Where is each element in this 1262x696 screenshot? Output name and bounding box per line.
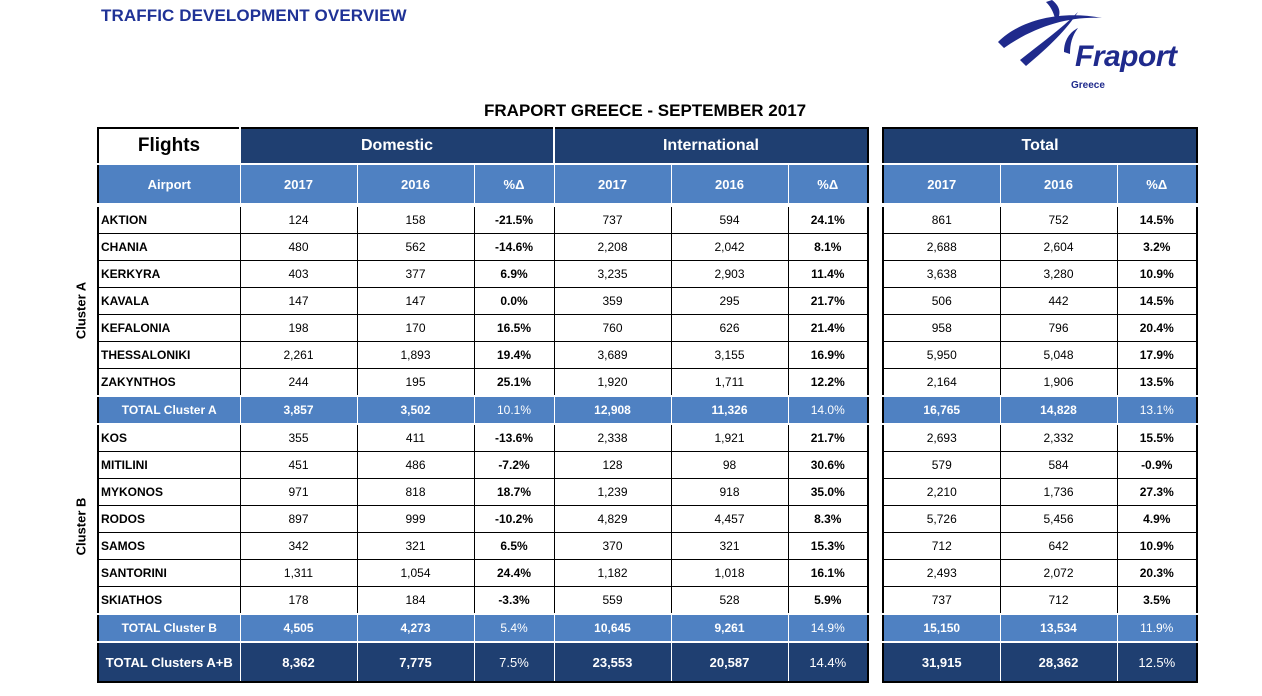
value-cell-dp: 19.4%: [474, 342, 554, 369]
value-cell-ip: 5.9%: [788, 587, 868, 615]
table-row: [98, 234, 868, 261]
value-cell-d16: 1,054: [357, 560, 474, 587]
international-pct-header: %Δ: [788, 164, 868, 205]
flights-table-main: [97, 127, 869, 683]
value-cell-d16: 411: [357, 424, 474, 452]
logo-wordmark: Fraport: [1075, 40, 1177, 73]
value-cell-d17: 403: [240, 261, 357, 288]
airport-cell: TOTAL Cluster A: [98, 396, 240, 424]
cluster-a-label: Cluster A: [73, 281, 89, 340]
value-cell-d17: 124: [240, 205, 357, 234]
value-cell-t16: 13,534: [1000, 614, 1117, 642]
domestic-2017-header: 2017: [240, 164, 357, 205]
grand-total-row-total: [883, 642, 1197, 682]
value-cell-i16: 9,261: [671, 614, 788, 642]
value-cell-t16: 1,736: [1000, 479, 1117, 506]
value-cell-t16: 2,332: [1000, 424, 1117, 452]
value-cell-i16: 918: [671, 479, 788, 506]
value-cell-d16: 377: [357, 261, 474, 288]
value-cell-ip: 14.9%: [788, 614, 868, 642]
value-cell-d17: 3,857: [240, 396, 357, 424]
value-cell-t16: 1,906: [1000, 369, 1117, 397]
value-cell-t17: 5,950: [883, 342, 1000, 369]
table-row: [98, 288, 868, 315]
value-cell-i16: 321: [671, 533, 788, 560]
table-row-total: [883, 315, 1197, 342]
airport-cell: KERKYRA: [98, 261, 240, 288]
value-cell-t17: 31,915: [883, 642, 1000, 682]
airport-column-header: Airport: [98, 164, 240, 205]
table-row-total: [883, 479, 1197, 506]
value-cell-i17: 3,235: [554, 261, 671, 288]
value-cell-tp: 17.9%: [1117, 342, 1197, 369]
value-cell-t17: 579: [883, 452, 1000, 479]
value-cell-tp: 13.5%: [1117, 369, 1197, 397]
cluster-b-label: Cluster B: [73, 497, 89, 556]
value-cell-dp: -14.6%: [474, 234, 554, 261]
value-cell-d17: 480: [240, 234, 357, 261]
value-cell-t17: 2,493: [883, 560, 1000, 587]
value-cell-tp: 15.5%: [1117, 424, 1197, 452]
value-cell-i16: 20,587: [671, 642, 788, 682]
flights-label: Flights: [98, 128, 240, 164]
value-cell-i17: 2,208: [554, 234, 671, 261]
total-pct-header: %Δ: [1117, 164, 1197, 205]
airport-cell: SKIATHOS: [98, 587, 240, 615]
value-cell-i16: 4,457: [671, 506, 788, 533]
value-cell-d17: 198: [240, 315, 357, 342]
value-cell-t16: 28,362: [1000, 642, 1117, 682]
domestic-2016-header: 2016: [357, 164, 474, 205]
value-cell-i17: 10,645: [554, 614, 671, 642]
value-cell-dp: 6.5%: [474, 533, 554, 560]
value-cell-d16: 486: [357, 452, 474, 479]
total-header: Total: [883, 128, 1197, 164]
value-cell-dp: 18.7%: [474, 479, 554, 506]
value-cell-d16: 321: [357, 533, 474, 560]
value-cell-dp: 5.4%: [474, 614, 554, 642]
value-cell-i17: 1,239: [554, 479, 671, 506]
value-cell-ip: 16.1%: [788, 560, 868, 587]
value-cell-i16: 594: [671, 205, 788, 234]
value-cell-d16: 1,893: [357, 342, 474, 369]
table-row: [98, 506, 868, 533]
value-cell-d16: 562: [357, 234, 474, 261]
value-cell-d16: 4,273: [357, 614, 474, 642]
value-cell-dp: 10.1%: [474, 396, 554, 424]
airport-cell: CHANIA: [98, 234, 240, 261]
airport-cell: KEFALONIA: [98, 315, 240, 342]
value-cell-t17: 2,693: [883, 424, 1000, 452]
subtotal-row-cluster-a-total: [883, 396, 1197, 424]
table-row-total: [883, 452, 1197, 479]
table-row: [98, 560, 868, 587]
table-row-total: [883, 288, 1197, 315]
subtotal-row-cluster-a: [98, 396, 868, 424]
airport-cell: SAMOS: [98, 533, 240, 560]
domestic-pct-header: %Δ: [474, 164, 554, 205]
value-cell-i17: 760: [554, 315, 671, 342]
value-cell-ip: 14.0%: [788, 396, 868, 424]
value-cell-i17: 3,689: [554, 342, 671, 369]
value-cell-i16: 3,155: [671, 342, 788, 369]
value-cell-d16: 195: [357, 369, 474, 397]
value-cell-d16: 158: [357, 205, 474, 234]
international-header: International: [554, 128, 868, 164]
value-cell-d16: 170: [357, 315, 474, 342]
value-cell-t17: 15,150: [883, 614, 1000, 642]
table-row: [98, 424, 868, 452]
value-cell-i16: 1,018: [671, 560, 788, 587]
value-cell-t16: 5,048: [1000, 342, 1117, 369]
value-cell-i16: 2,042: [671, 234, 788, 261]
table-row-total: [883, 506, 1197, 533]
value-cell-tp: 14.5%: [1117, 205, 1197, 234]
value-cell-t17: 2,210: [883, 479, 1000, 506]
value-cell-tp: 10.9%: [1117, 261, 1197, 288]
table-row-total: [883, 205, 1197, 234]
airport-cell: THESSALONIKI: [98, 342, 240, 369]
airport-cell: RODOS: [98, 506, 240, 533]
value-cell-i16: 1,711: [671, 369, 788, 397]
value-cell-ip: 30.6%: [788, 452, 868, 479]
value-cell-tp: -0.9%: [1117, 452, 1197, 479]
value-cell-i17: 23,553: [554, 642, 671, 682]
value-cell-t16: 796: [1000, 315, 1117, 342]
value-cell-dp: 25.1%: [474, 369, 554, 397]
table-row-total: [883, 234, 1197, 261]
subtotal-row-cluster-b: [98, 614, 868, 642]
value-cell-i17: 4,829: [554, 506, 671, 533]
value-cell-t16: 14,828: [1000, 396, 1117, 424]
value-cell-dp: -3.3%: [474, 587, 554, 615]
table-row: [98, 533, 868, 560]
international-2016-header: 2016: [671, 164, 788, 205]
value-cell-i17: 737: [554, 205, 671, 234]
value-cell-i16: 626: [671, 315, 788, 342]
table-row: [98, 342, 868, 369]
value-cell-t17: 958: [883, 315, 1000, 342]
value-cell-i17: 1,182: [554, 560, 671, 587]
subtotal-row-cluster-b-total: [883, 614, 1197, 642]
value-cell-ip: 35.0%: [788, 479, 868, 506]
value-cell-t17: 861: [883, 205, 1000, 234]
value-cell-d16: 184: [357, 587, 474, 615]
table-row: [98, 261, 868, 288]
value-cell-i17: 128: [554, 452, 671, 479]
value-cell-d17: 8,362: [240, 642, 357, 682]
table-row-total: [883, 342, 1197, 369]
value-cell-t17: 3,638: [883, 261, 1000, 288]
total-2017-header: 2017: [883, 164, 1000, 205]
value-cell-t17: 5,726: [883, 506, 1000, 533]
value-cell-t16: 2,072: [1000, 560, 1117, 587]
value-cell-tp: 10.9%: [1117, 533, 1197, 560]
table-row: [98, 452, 868, 479]
airport-cell: SANTORINI: [98, 560, 240, 587]
value-cell-ip: 14.4%: [788, 642, 868, 682]
value-cell-tp: 3.2%: [1117, 234, 1197, 261]
flights-table-total: [882, 127, 1198, 683]
table-row-total: [883, 261, 1197, 288]
airport-cell: TOTAL Clusters A+B: [98, 642, 240, 682]
table-row-total: [883, 587, 1197, 615]
value-cell-d17: 2,261: [240, 342, 357, 369]
value-cell-ip: 8.1%: [788, 234, 868, 261]
value-cell-i16: 1,921: [671, 424, 788, 452]
value-cell-t17: 737: [883, 587, 1000, 615]
value-cell-t17: 16,765: [883, 396, 1000, 424]
value-cell-i16: 98: [671, 452, 788, 479]
table-row: [98, 315, 868, 342]
airport-cell: MITILINI: [98, 452, 240, 479]
value-cell-i17: 12,908: [554, 396, 671, 424]
value-cell-tp: 20.4%: [1117, 315, 1197, 342]
value-cell-t16: 712: [1000, 587, 1117, 615]
value-cell-tp: 13.1%: [1117, 396, 1197, 424]
value-cell-i16: 528: [671, 587, 788, 615]
international-2017-header: 2017: [554, 164, 671, 205]
report-title: FRAPORT GREECE - SEPTEMBER 2017: [484, 101, 807, 120]
value-cell-t17: 712: [883, 533, 1000, 560]
value-cell-d17: 971: [240, 479, 357, 506]
value-cell-t16: 752: [1000, 205, 1117, 234]
value-cell-d16: 3,502: [357, 396, 474, 424]
value-cell-i17: 2,338: [554, 424, 671, 452]
value-cell-tp: 12.5%: [1117, 642, 1197, 682]
value-cell-i16: 295: [671, 288, 788, 315]
value-cell-d17: 355: [240, 424, 357, 452]
value-cell-dp: 0.0%: [474, 288, 554, 315]
value-cell-ip: 24.1%: [788, 205, 868, 234]
value-cell-d17: 147: [240, 288, 357, 315]
table-row: [98, 587, 868, 615]
grand-total-row: [98, 642, 868, 682]
table-row: [98, 205, 868, 234]
value-cell-t16: 584: [1000, 452, 1117, 479]
value-cell-t17: 2,688: [883, 234, 1000, 261]
value-cell-i16: 2,903: [671, 261, 788, 288]
value-cell-ip: 8.3%: [788, 506, 868, 533]
value-cell-ip: 12.2%: [788, 369, 868, 397]
table-row: [98, 479, 868, 506]
value-cell-dp: 24.4%: [474, 560, 554, 587]
value-cell-d17: 1,311: [240, 560, 357, 587]
value-cell-i16: 11,326: [671, 396, 788, 424]
value-cell-d17: 342: [240, 533, 357, 560]
value-cell-t16: 442: [1000, 288, 1117, 315]
value-cell-i17: 370: [554, 533, 671, 560]
value-cell-dp: 16.5%: [474, 315, 554, 342]
airport-cell: TOTAL Cluster B: [98, 614, 240, 642]
value-cell-ip: 16.9%: [788, 342, 868, 369]
table-row-total: [883, 560, 1197, 587]
value-cell-dp: 7.5%: [474, 642, 554, 682]
value-cell-tp: 27.3%: [1117, 479, 1197, 506]
value-cell-d17: 4,505: [240, 614, 357, 642]
value-cell-d17: 897: [240, 506, 357, 533]
value-cell-d16: 7,775: [357, 642, 474, 682]
value-cell-t17: 2,164: [883, 369, 1000, 397]
value-cell-ip: 11.4%: [788, 261, 868, 288]
value-cell-ip: 15.3%: [788, 533, 868, 560]
value-cell-t16: 3,280: [1000, 261, 1117, 288]
value-cell-d17: 451: [240, 452, 357, 479]
table-row-total: [883, 424, 1197, 452]
airport-cell: KAVALA: [98, 288, 240, 315]
page-title: TRAFFIC DEVELOPMENT OVERVIEW: [101, 6, 407, 25]
airport-cell: AKTION: [98, 205, 240, 234]
value-cell-i17: 359: [554, 288, 671, 315]
value-cell-ip: 21.7%: [788, 424, 868, 452]
value-cell-dp: 6.9%: [474, 261, 554, 288]
value-cell-tp: 14.5%: [1117, 288, 1197, 315]
value-cell-t16: 2,604: [1000, 234, 1117, 261]
value-cell-tp: 4.9%: [1117, 506, 1197, 533]
value-cell-tp: 3.5%: [1117, 587, 1197, 615]
airport-cell: ZAKYNTHOS: [98, 369, 240, 397]
logo-subtitle: Greece: [1071, 80, 1105, 91]
value-cell-tp: 20.3%: [1117, 560, 1197, 587]
domestic-header: Domestic: [240, 128, 554, 164]
value-cell-i17: 559: [554, 587, 671, 615]
value-cell-d16: 147: [357, 288, 474, 315]
airport-cell: KOS: [98, 424, 240, 452]
table-row: [98, 369, 868, 397]
value-cell-dp: -21.5%: [474, 205, 554, 234]
table-row-total: [883, 533, 1197, 560]
value-cell-ip: 21.4%: [788, 315, 868, 342]
value-cell-dp: -13.6%: [474, 424, 554, 452]
total-2016-header: 2016: [1000, 164, 1117, 205]
value-cell-d16: 818: [357, 479, 474, 506]
table-row-total: [883, 369, 1197, 397]
airport-cell: MYKONOS: [98, 479, 240, 506]
value-cell-d17: 244: [240, 369, 357, 397]
value-cell-ip: 21.7%: [788, 288, 868, 315]
value-cell-dp: -10.2%: [474, 506, 554, 533]
value-cell-d16: 999: [357, 506, 474, 533]
value-cell-d17: 178: [240, 587, 357, 615]
value-cell-dp: -7.2%: [474, 452, 554, 479]
value-cell-tp: 11.9%: [1117, 614, 1197, 642]
value-cell-t16: 642: [1000, 533, 1117, 560]
value-cell-i17: 1,920: [554, 369, 671, 397]
value-cell-t16: 5,456: [1000, 506, 1117, 533]
value-cell-t17: 506: [883, 288, 1000, 315]
